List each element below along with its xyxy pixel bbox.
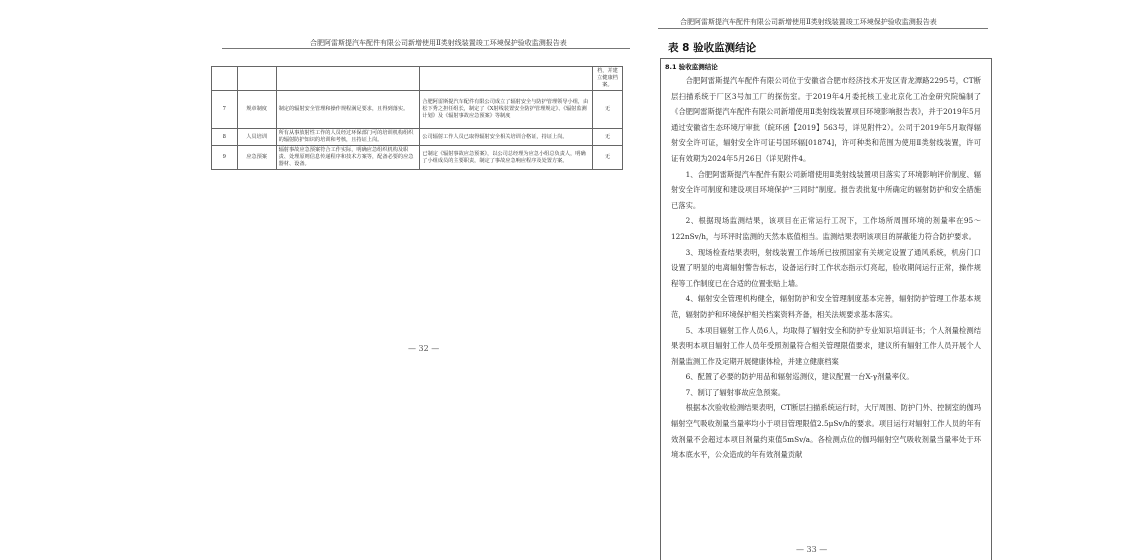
page-number: — 33 — <box>796 545 828 554</box>
paragraph: 6、配置了必要的防护用品和辐射巡测仪，建议配置一台X-γ剂量率仪。 <box>685 372 914 382</box>
paragraph: 合肥阿雷斯提汽车配件有限公司位于安徽省合肥市经济技术开发区青龙潭路2295号，CT断层扫描系统于厂区3号加工厂的探伤室。于2019年4月委托核工业北京化工冶金研究院编制了《合肥阿雷斯提汽车配件有限公司新增使用Ⅱ类射线装置项目环境影响报告表》，并于2019年5月通过安徽省生态环境厅审批（皖环函【2019】563号，详见附件2）。公司于2019年5月取得辐射安全许可证，辐射安全许可证号国环辐[01874]，许可种类和范围为使用Ⅱ类射线装置，许可证有效期为2024年5月26日（详见附件4。 <box>671 76 981 163</box>
paragraph: 3、现场检查结果表明，射线装置工作场所已按照国家有关规定设置了通风系统，机房门口设置了明显的电离辐射警告标志，设备运行时工作状态指示灯亮起，验收期间运行正常，操作规程等工作制度已在合适的位置张贴上墙。 <box>671 247 981 288</box>
row-result: 无 <box>592 146 622 170</box>
row-requirement: 制定的辐射安全管理和操作规程满足要求，且得到落实。 <box>276 91 420 129</box>
page-number: — 32 — <box>408 344 440 353</box>
row-number: 8 <box>212 129 238 146</box>
running-header: 合肥阿雷斯提汽车配件有限公司新增使用Ⅱ类射线装置竣工环境保护验收监测报告表 <box>310 39 567 47</box>
row-number: 9 <box>212 146 238 170</box>
subheading: 8.1 验收监测结论 <box>665 63 718 71</box>
table-top-remark: 档，并建立健康档案。 <box>592 67 622 91</box>
paragraph: 1、合肥阿雷斯提汽车配件有限公司新增使用Ⅱ类射线装置项目落实了环境影响评价制度、辐射安全许可制度和建设项目环境保护“三同时”制度。报告表批复中所确定的辐射防护和安全措施已落实。 <box>671 169 981 210</box>
paragraph: 7、制订了辐射事故应急预案。 <box>685 387 786 397</box>
paragraph: 2、根据现场监测结果，该项目在正常运行工况下，工作场所周围环境的剂量率在95～122nSv/h，与环评时监测的天然本底值相当。监测结果表明该项目的屏蔽能力符合防护要求。 <box>671 216 981 241</box>
section-title: 表 8 验收监测结论 <box>668 42 757 54</box>
paragraph: 5、本项目辐射工作人员6人，均取得了辐射安全和防护专业知识培训证书；个人剂量检测结果表明本项目辐射工作人员年受照剂量符合相关管理限值要求，建议所有辐射工作人员开展个人剂量监测工作及定期开展健康体检，并建立健康档案 <box>671 325 981 366</box>
table-row <box>212 91 623 129</box>
table-row <box>212 129 623 146</box>
table-row <box>212 146 623 170</box>
paragraph: 根据本次验收检测结果表明，CT断层扫描系统运行时，大厅周围、防护门外、控制室的伽玛辐射空气吸收剂量当量率均小于项目管理限值2.5μSv/h的要求。项目运行对辐射工作人员的年有效剂量不会超过本项目剂量约束值5mSv/a。各检测点位的伽玛辐射空气吸收剂量当量率处于环境本底水平，公众造成的年有效剂量贡献 <box>671 403 981 460</box>
row-number: 7 <box>212 91 238 129</box>
row-status: 公司辐射工作人员已取得辐射安全相关培训合格证，持证上岗。 <box>420 129 593 146</box>
header-rule <box>658 28 988 29</box>
row-item: 应急预案 <box>237 146 276 170</box>
row-item: 人员培训 <box>237 129 276 146</box>
right-page <box>640 0 1000 559</box>
row-status: 已制定《辐射事故应急预案》，以公司总经理为应急小组总负责人，明确了小组成员的主要职责，制定了事故应急响应程序及处置方案。 <box>420 146 593 170</box>
body-text <box>671 73 981 463</box>
row-requirement: 辐射事故应急预案符合工作实际，明确应急组织机构及职责、处理原则信息传递程序和技术方案等，配备必要的应急器材、设备。 <box>276 146 420 170</box>
table-row <box>212 67 623 91</box>
conclusion-box <box>660 58 992 560</box>
acceptance-table <box>211 66 623 170</box>
row-status: 合肥阿雷斯提汽车配件有限公司成立了辐射安全与防护管理领导小组，由松下秀之担任组长，制定了《X射线装置安全防护管理规定》、《辐射监测计划》及《辐射事故应急预案》等制度 <box>420 91 593 129</box>
row-result: 无 <box>592 91 622 129</box>
paragraph: 4、辐射安全管理机构健全，辐射防护和安全管理制度基本完善，辐射防护管理工作基本规范，辐射防护和环境保护相关档案资料齐备，相关法规要求基本落实。 <box>671 294 981 319</box>
row-requirement: 所有从事放射性工作的人员经过环保部门可的培训机构组织的辐射防护知识的培训和考核，且持证上岗。 <box>276 129 420 146</box>
row-item: 规章制度 <box>237 91 276 129</box>
row-result: 无 <box>592 129 622 146</box>
header-rule <box>222 48 630 49</box>
left-page <box>200 0 640 559</box>
running-header: 合肥阿雷斯提汽车配件有限公司新增使用Ⅱ类射线装置竣工环境保护验收监测报告表 <box>680 18 937 26</box>
